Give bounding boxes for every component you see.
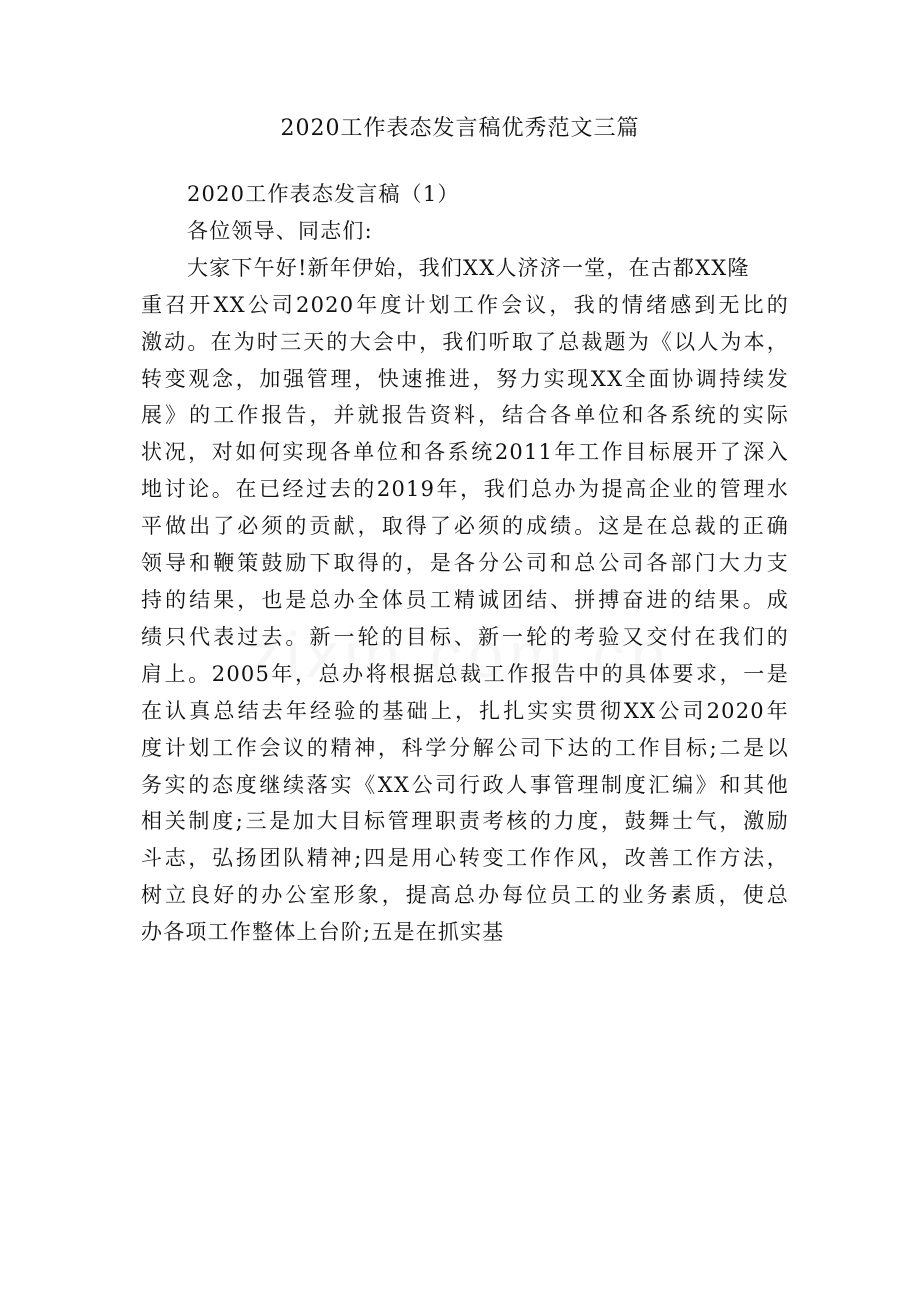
- paragraph-line: 状况，对如何实现各单位和各系统2011年工作目标展开了深入: [141, 440, 789, 465]
- paragraph-line: 大家下午好!新年伊始，我们XX人济济一堂，在古都XX隆: [187, 255, 750, 280]
- paragraph-line: 重召开XX公司2020年度计划工作会议，我的情绪感到无比的: [141, 292, 789, 317]
- paragraph-line: 地讨论。在已经过去的2019年，我们总办为提高企业的管理水: [141, 477, 789, 502]
- paragraph-line: 绩只代表过去。新一轮的目标、新一轮的考验又交付在我们的: [141, 624, 789, 649]
- paragraph-line: 激动。在为时三天的大会中，我们听取了总裁题为《以人为本，: [141, 329, 789, 354]
- paragraph-line: 务实的态度继续落实《XX公司行政人事管理制度汇编》和其他: [141, 772, 789, 797]
- paragraph-line: 展》的工作报告，并就报告资料，结合各单位和各系统的实际: [141, 403, 789, 428]
- paragraph-line: 在认真总结去年经验的基础上，扎扎实实贯彻XX公司2020年: [141, 698, 789, 723]
- paragraph-line: 平做出了必须的贡献，取得了必须的成绩。这是在总裁的正确: [141, 514, 789, 539]
- document-title: 2020工作表态发言稿优秀范文三篇: [280, 116, 640, 141]
- paragraph-line: 肩上。2005年，总办将根据总裁工作报告中的具体要求，一是: [141, 661, 789, 686]
- paragraph-line: 领导和鞭策鼓励下取得的，是各分公司和总公司各部门大力支: [141, 551, 789, 576]
- paragraph-line: 持的结果，也是总办全体员工精诚团结、拼搏奋进的结果。成: [141, 587, 789, 612]
- paragraph-line: 相关制度;三是加大目标管理职责考核的力度，鼓舞士气，激励: [141, 809, 789, 834]
- paragraph-line: 转变观念，加强管理，快速推进，努力实现XX全面协调持续发: [141, 366, 789, 391]
- section-heading: 2020工作表态发言稿（1）: [187, 182, 460, 206]
- salutation: 各位领导、同志们:: [187, 218, 373, 243]
- paragraph-line: 办各项工作整体上台阶;五是在抓实基: [141, 920, 505, 945]
- document-body: [141, 176, 789, 951]
- paragraph-line: 斗志，弘扬团队精神;四是用心转变工作作风，改善工作方法，: [141, 846, 789, 871]
- paragraph-line: 树立良好的办公室形象，提高总办每位员工的业务素质，使总: [141, 883, 789, 908]
- paragraph-line: 度计划工作会议的精神，科学分解公司下达的工作目标;二是以: [141, 735, 789, 760]
